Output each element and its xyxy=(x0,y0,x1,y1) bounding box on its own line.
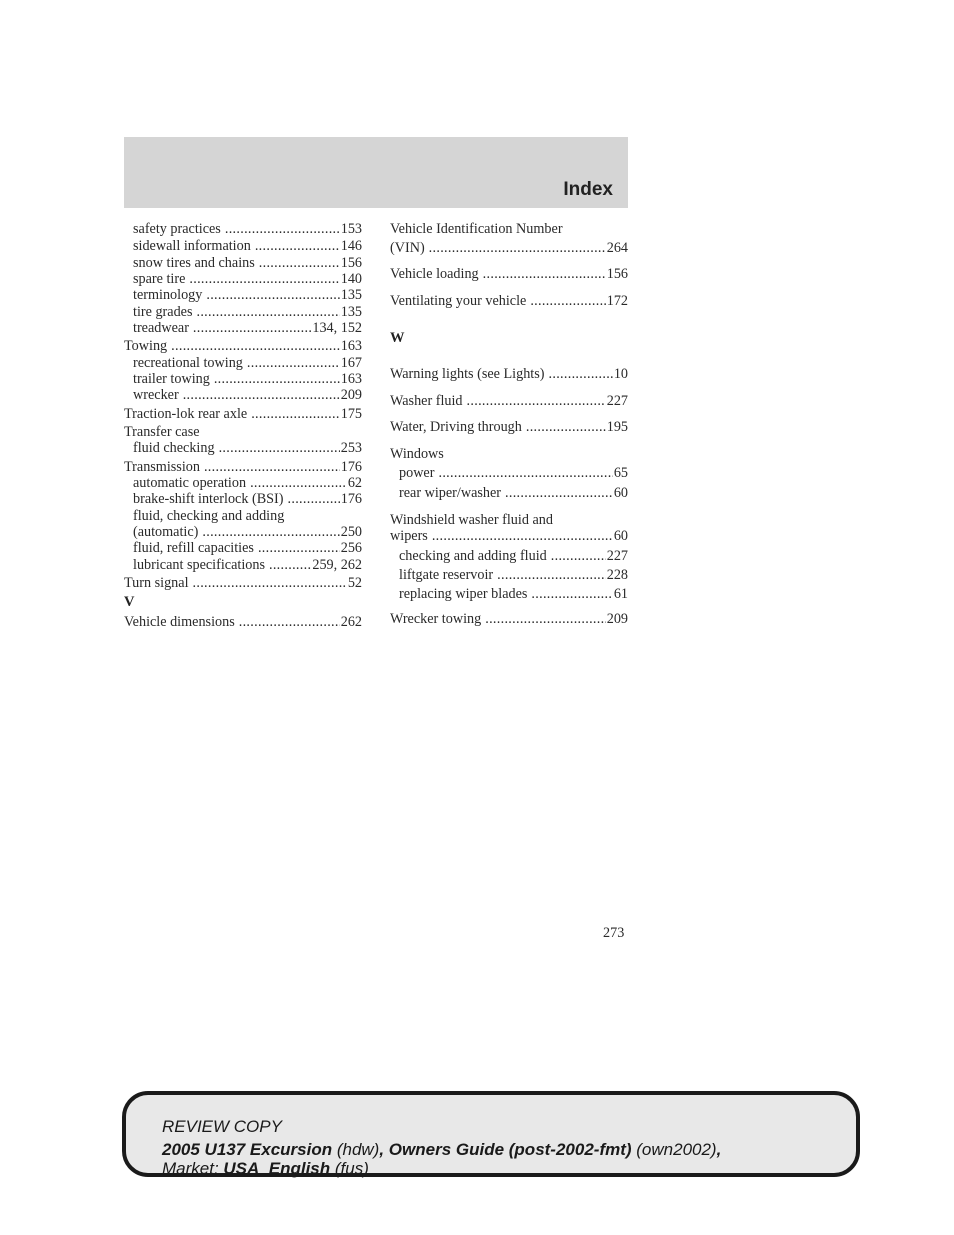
index-entry xyxy=(390,366,628,383)
footer-market-label: Market: xyxy=(162,1159,224,1178)
index-entry xyxy=(390,393,628,410)
index-entry-page: 209 xyxy=(606,611,628,627)
index-entry xyxy=(133,491,362,508)
index-entry: Windows xyxy=(390,446,444,462)
footer-line1: REVIEW COPY xyxy=(162,1117,282,1136)
index-entry-text: fluid checking xyxy=(133,440,215,456)
index-entry-text: wipers xyxy=(390,528,428,544)
index-entry-page: 256 xyxy=(340,540,362,556)
footer-document-info xyxy=(162,1140,721,1160)
index-entry xyxy=(399,586,628,603)
index-entry xyxy=(390,240,628,257)
index-section-letter: V xyxy=(124,594,135,610)
index-entry-text: terminology xyxy=(133,287,203,303)
index-entry-text: Ventilating your vehicle xyxy=(390,293,527,309)
footer-market xyxy=(162,1159,369,1179)
index-entry xyxy=(124,338,362,355)
index-entry-text: lubricant specifications xyxy=(133,557,265,573)
index-entry: fluid, checking and adding xyxy=(133,508,285,524)
index-entry-page: 228 xyxy=(606,567,628,583)
footer-market-value: USA_English xyxy=(223,1159,331,1178)
index-entry-text: snow tires and chains xyxy=(133,255,255,271)
index-entry xyxy=(124,614,362,631)
index-entry-page: 209 xyxy=(340,387,362,403)
index-entry xyxy=(390,419,628,436)
index-entry-text: power xyxy=(399,465,435,481)
index-entry xyxy=(133,540,362,557)
index-entry-text: spare tire xyxy=(133,271,186,287)
index-entry-text: checking and adding fluid xyxy=(399,548,547,564)
index-header-band xyxy=(124,137,628,208)
index-entry-page: 156 xyxy=(340,255,362,271)
dot-leader xyxy=(526,419,606,436)
index-entry xyxy=(133,440,362,457)
index-entry xyxy=(133,475,362,492)
index-entry xyxy=(133,387,362,404)
dot-leader xyxy=(255,238,340,255)
dot-leader xyxy=(259,255,340,272)
index-entry-text: rear wiper/washer xyxy=(399,485,502,501)
dot-leader xyxy=(432,528,613,545)
dot-leader xyxy=(251,406,340,423)
index-entry-text: Wrecker towing xyxy=(390,611,482,627)
footer-review-copy xyxy=(162,1117,282,1137)
dot-leader xyxy=(247,355,340,372)
index-entry xyxy=(390,266,628,283)
index-entry-page: 176 xyxy=(340,459,362,475)
dot-leader xyxy=(269,557,311,574)
page-title: Index xyxy=(563,179,613,200)
index-entry-text: fluid, refill capacities xyxy=(133,540,254,556)
dot-leader xyxy=(206,287,339,304)
index-entry xyxy=(124,575,362,592)
dot-leader xyxy=(551,548,606,565)
index-entry-text: liftgate reservoir xyxy=(399,567,494,583)
index-entry: Vehicle Identification Number xyxy=(390,221,563,237)
index-entry-page: 176 xyxy=(340,491,362,507)
index-entry-page: 60 xyxy=(613,485,628,501)
index-entry-text: Transmission xyxy=(124,459,200,475)
index-entry: Transfer case xyxy=(124,424,200,440)
index-entry-page: 52 xyxy=(347,575,362,591)
index-entry-text: treadwear xyxy=(133,320,189,336)
index-entry-text: safety practices xyxy=(133,221,221,237)
dot-leader xyxy=(225,221,340,238)
index-entry-text: brake-shift interlock (BSI) xyxy=(133,491,284,507)
index-entry-page: 62 xyxy=(347,475,362,491)
index-entry xyxy=(133,287,362,304)
index-entry xyxy=(399,485,628,502)
dot-leader xyxy=(193,575,347,592)
index-entry xyxy=(133,271,362,288)
index-entry-page: 167 xyxy=(340,355,362,371)
index-entry xyxy=(133,371,362,388)
index-entry-page: 156 xyxy=(606,266,628,282)
dot-leader xyxy=(189,271,339,288)
footer-guide: , Owners Guide (post-2002-fmt) xyxy=(379,1140,632,1159)
dot-leader xyxy=(214,371,340,388)
index-entry-text: recreational towing xyxy=(133,355,243,371)
index-entry xyxy=(133,255,362,272)
index-entry xyxy=(124,406,362,423)
dot-leader xyxy=(288,491,340,508)
dot-leader xyxy=(250,475,347,492)
index-entry: Windshield washer fluid and xyxy=(390,512,553,528)
dot-leader xyxy=(485,611,606,628)
index-entry-page: 264 xyxy=(606,240,628,256)
index-entry-page: 135 xyxy=(340,304,362,320)
index-entry-text: wrecker xyxy=(133,387,179,403)
index-entry-text: sidewall information xyxy=(133,238,251,254)
index-entry-page: 65 xyxy=(613,465,628,481)
index-entry-page: 227 xyxy=(606,548,628,564)
index-entry-page: 140 xyxy=(340,271,362,287)
footer-model-code: (hdw) xyxy=(332,1140,380,1159)
index-entry xyxy=(133,221,362,238)
index-entry xyxy=(133,320,362,337)
index-entry-text: replacing wiper blades xyxy=(399,586,528,602)
index-entry-page: 195 xyxy=(606,419,628,435)
dot-leader xyxy=(258,540,340,557)
index-entry xyxy=(133,557,362,574)
index-entry-text: (VIN) xyxy=(390,240,425,256)
index-entry-text: automatic operation xyxy=(133,475,247,491)
index-entry xyxy=(124,459,362,476)
dot-leader xyxy=(467,393,606,410)
index-entry xyxy=(133,524,362,541)
dot-leader xyxy=(483,266,606,283)
dot-leader xyxy=(497,567,606,584)
index-entry-text: Turn signal xyxy=(124,575,189,591)
index-entry-text: Towing xyxy=(124,338,168,354)
dot-leader xyxy=(204,459,340,476)
index-entry-text: Vehicle loading xyxy=(390,266,479,282)
index-entry xyxy=(390,611,628,628)
index-entry-page: 135 xyxy=(340,287,362,303)
index-entry-page: 10 xyxy=(613,366,628,382)
dot-leader xyxy=(429,240,606,257)
index-entry-page: 253 xyxy=(340,440,362,456)
index-entry xyxy=(390,528,628,545)
index-entry-page: 227 xyxy=(606,393,628,409)
footer-model: 2005 U137 Excursion xyxy=(162,1140,333,1159)
dot-leader xyxy=(219,440,340,457)
index-entry-page: 146 xyxy=(340,238,362,254)
dot-leader xyxy=(549,366,613,383)
index-entry xyxy=(399,567,628,584)
dot-leader xyxy=(193,320,311,337)
index-entry xyxy=(133,355,362,372)
index-entry-page: 175 xyxy=(340,406,362,422)
index-entry-page: 134, 152 xyxy=(312,320,362,336)
dot-leader xyxy=(202,524,339,541)
index-entry xyxy=(399,465,628,482)
index-entry-text: (automatic) xyxy=(133,524,199,540)
index-entry-page: 60 xyxy=(613,528,628,544)
index-entry-text: trailer towing xyxy=(133,371,210,387)
index-entry-page: 250 xyxy=(340,524,362,540)
index-entry-text: Washer fluid xyxy=(390,393,463,409)
dot-leader xyxy=(530,293,605,310)
index-entry xyxy=(390,293,628,310)
dot-leader xyxy=(183,387,340,404)
index-entry-page: 259, 262 xyxy=(312,557,362,573)
footer-comma: , xyxy=(716,1140,722,1159)
dot-leader xyxy=(531,586,612,603)
dot-leader xyxy=(196,304,339,321)
index-entry-text: Traction-lok rear axle xyxy=(124,406,248,422)
index-entry-text: Vehicle dimensions xyxy=(124,614,235,630)
index-entry-text: tire grades xyxy=(133,304,193,320)
dot-leader xyxy=(239,614,340,631)
index-entry-page: 262 xyxy=(340,614,362,630)
dot-leader xyxy=(438,465,612,482)
index-entry xyxy=(133,304,362,321)
index-entry-text: Water, Driving through xyxy=(390,419,522,435)
footer-guide-code: (own2002) xyxy=(631,1140,717,1159)
index-entry-text: Warning lights (see Lights) xyxy=(390,366,545,382)
index-section-letter: W xyxy=(390,330,405,346)
dot-leader xyxy=(505,485,613,502)
index-entry xyxy=(399,548,628,565)
footer-market-code: (fus) xyxy=(330,1159,369,1178)
index-entry-page: 163 xyxy=(340,338,362,354)
dot-leader xyxy=(171,338,340,355)
page-number: 273 xyxy=(603,925,625,941)
index-entry-page: 172 xyxy=(606,293,628,309)
index-entry-page: 61 xyxy=(613,586,628,602)
index-entry-page: 153 xyxy=(340,221,362,237)
index-entry-page: 163 xyxy=(340,371,362,387)
index-entry xyxy=(133,238,362,255)
